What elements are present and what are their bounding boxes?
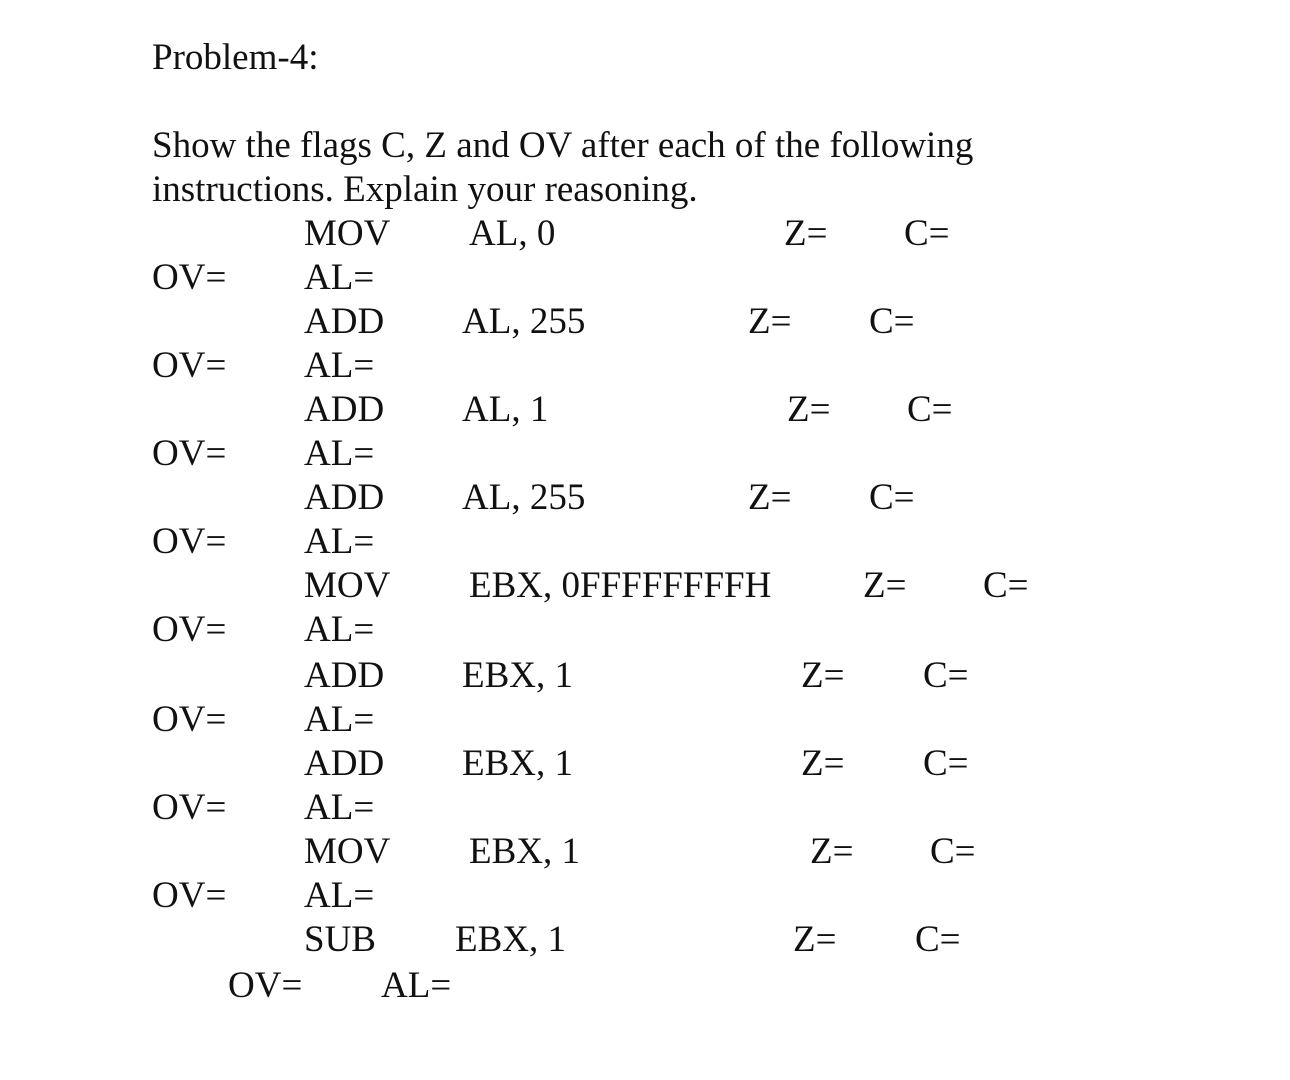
instruction-op: ADD — [304, 389, 385, 430]
instruction-op: MOV — [304, 565, 391, 606]
problem-prompt: Show the flags C, Z and OV after each of the following instructions. Explain your reasoning. — [152, 125, 974, 210]
instruction-op: MOV — [304, 831, 391, 872]
instruction-operands: AL, 0 — [469, 213, 556, 254]
al-value-label: AL= — [304, 345, 375, 386]
al-value-label: AL= — [304, 609, 375, 650]
ov-flag-label: OV= — [152, 433, 227, 474]
instruction-op: ADD — [304, 301, 385, 342]
instruction-operands: AL, 1 — [462, 389, 549, 430]
c-flag-label: C= — [904, 213, 950, 254]
instruction-operands: AL, 255 — [462, 301, 586, 342]
z-flag-label: Z= — [801, 743, 845, 784]
problem-title: Problem-4: — [152, 37, 319, 78]
c-flag-label: C= — [869, 477, 915, 518]
instruction-operands: EBX, 1 — [462, 743, 573, 784]
c-flag-label: C= — [869, 301, 915, 342]
instruction-op: MOV — [304, 213, 391, 254]
instruction-op: ADD — [304, 655, 385, 696]
c-flag-label: C= — [923, 655, 969, 696]
c-flag-label: C= — [983, 565, 1029, 606]
al-value-label: AL= — [381, 965, 452, 1006]
z-flag-label: Z= — [787, 389, 831, 430]
ov-flag-label: OV= — [228, 965, 303, 1006]
instruction-operands: EBX, 1 — [455, 919, 566, 960]
instruction-operands: AL, 255 — [462, 477, 586, 518]
al-value-label: AL= — [304, 787, 375, 828]
instruction-op: ADD — [304, 743, 385, 784]
al-value-label: AL= — [304, 521, 375, 562]
ov-flag-label: OV= — [152, 699, 227, 740]
instruction-op: ADD — [304, 477, 385, 518]
instruction-operands: EBX, 1 — [462, 655, 573, 696]
al-value-label: AL= — [304, 699, 375, 740]
instruction-operands: EBX, 1 — [469, 831, 580, 872]
z-flag-label: Z= — [748, 301, 792, 342]
ov-flag-label: OV= — [152, 787, 227, 828]
z-flag-label: Z= — [784, 213, 828, 254]
c-flag-label: C= — [907, 389, 953, 430]
ov-flag-label: OV= — [152, 257, 227, 298]
al-value-label: AL= — [304, 257, 375, 298]
z-flag-label: Z= — [863, 565, 907, 606]
ov-flag-label: OV= — [152, 345, 227, 386]
z-flag-label: Z= — [801, 655, 845, 696]
c-flag-label: C= — [923, 743, 969, 784]
instruction-operands: EBX, 0FFFFFFFFH — [469, 565, 772, 606]
ov-flag-label: OV= — [152, 609, 227, 650]
z-flag-label: Z= — [810, 831, 854, 872]
c-flag-label: C= — [915, 919, 961, 960]
z-flag-label: Z= — [793, 919, 837, 960]
ov-flag-label: OV= — [152, 875, 227, 916]
instruction-op: SUB — [304, 919, 376, 960]
al-value-label: AL= — [304, 433, 375, 474]
al-value-label: AL= — [304, 875, 375, 916]
ov-flag-label: OV= — [152, 521, 227, 562]
c-flag-label: C= — [930, 831, 976, 872]
z-flag-label: Z= — [748, 477, 792, 518]
